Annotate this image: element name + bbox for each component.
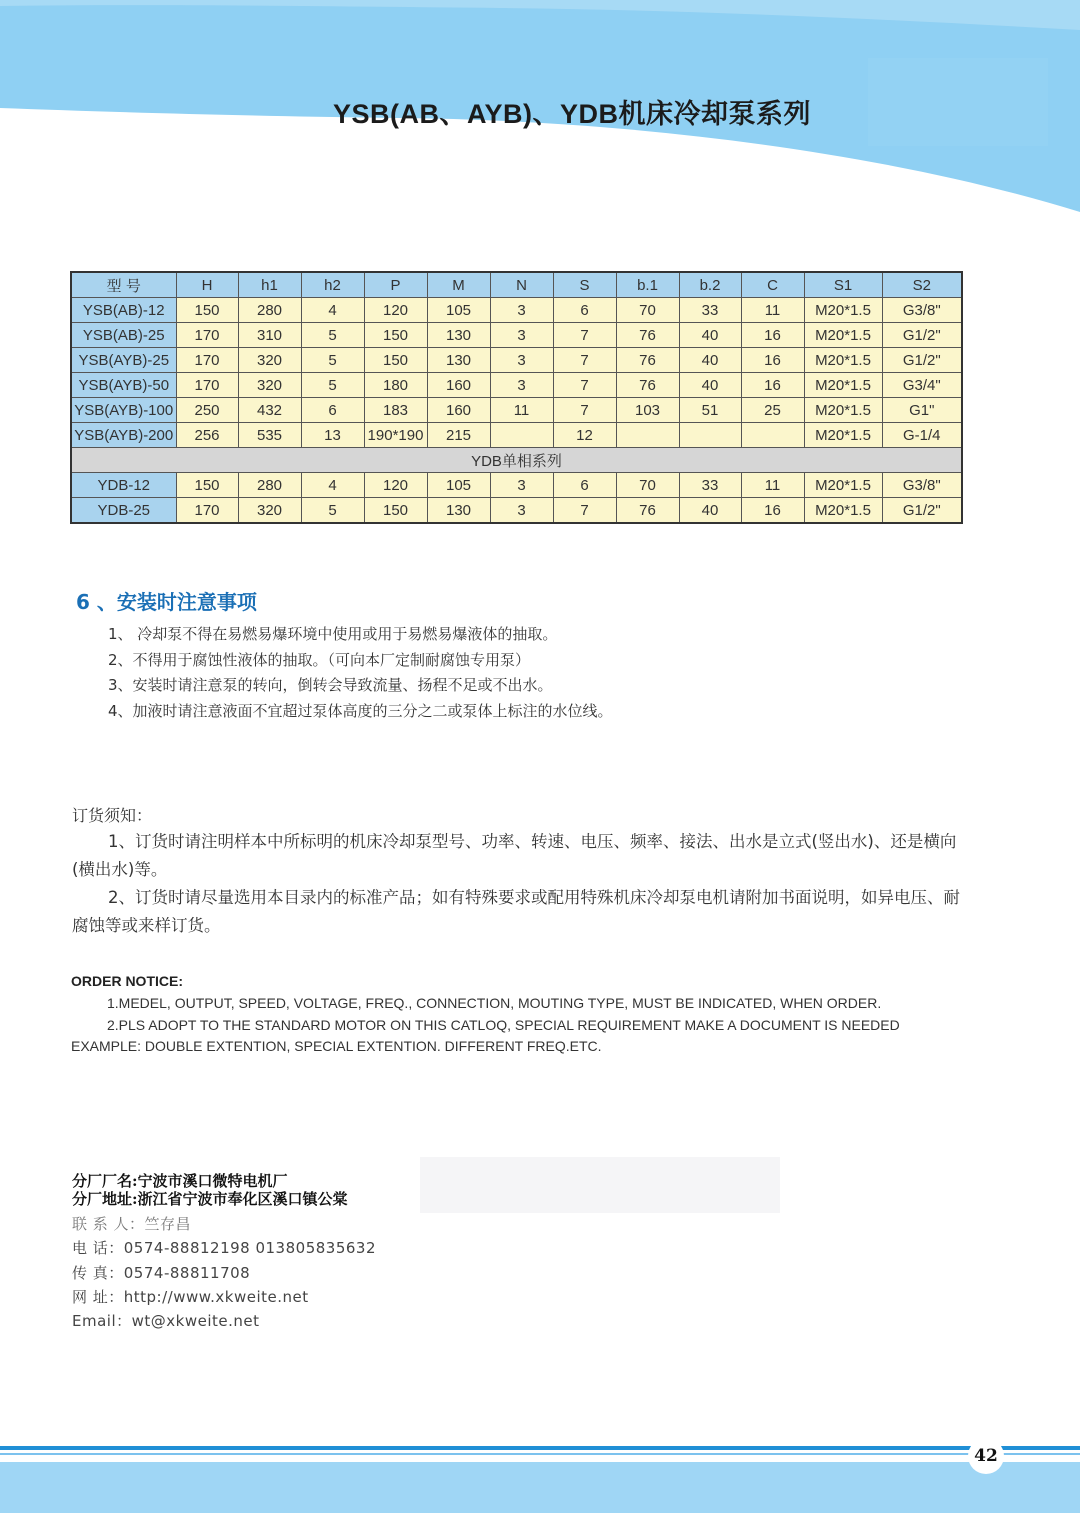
branch-name: 分厂厂名:宁波市溪口微特电机厂 <box>72 1172 288 1190</box>
table-header-cell: S <box>553 272 616 298</box>
table-cell: 40 <box>679 323 741 348</box>
table-cell: 3 <box>490 473 553 498</box>
order-notice-paragraph-2: 2、订货时请尽量选用本目录内的标准产品；如有特殊要求或配用特殊机床冷却泵电机请附加书面说明，如异电压、耐腐蚀等或来样订货。 <box>72 888 960 935</box>
table-row <box>71 348 962 373</box>
model-cell: YDB-25 <box>71 498 176 524</box>
order-notice-en-title: ORDER NOTICE: <box>71 973 183 989</box>
table-row <box>71 398 962 423</box>
table-cell: 3 <box>490 323 553 348</box>
table-header-cell: S2 <box>882 272 962 298</box>
table-cell: 11 <box>741 298 804 323</box>
table-cell: 280 <box>238 298 301 323</box>
table-cell: M20*1.5 <box>804 473 882 498</box>
table-cell: 170 <box>176 373 238 398</box>
table-header-row <box>71 272 962 298</box>
table-cell: 130 <box>427 323 490 348</box>
table-header-cell: M <box>427 272 490 298</box>
table-cell: 3 <box>490 348 553 373</box>
table-cell <box>741 423 804 448</box>
section-label: YDB单相系列 <box>71 448 962 473</box>
table-cell: 190*190 <box>364 423 427 448</box>
table-cell: 6 <box>301 398 364 423</box>
phone-number: 电 话：0574-88812198 013805835632 <box>72 1239 376 1257</box>
list-item: 4、加液时请注意液面不宜超过泵体高度的三分之二或泵体上标注的水位线。 <box>108 701 613 720</box>
table-row <box>71 323 962 348</box>
model-cell: YSB(AYB)-25 <box>71 348 176 373</box>
table-cell: 76 <box>616 348 679 373</box>
model-cell: YDB-12 <box>71 473 176 498</box>
table-cell: 16 <box>741 498 804 524</box>
table-cell: 16 <box>741 373 804 398</box>
table-header-cell: N <box>490 272 553 298</box>
table-header-cell: P <box>364 272 427 298</box>
table-cell: 3 <box>490 373 553 398</box>
table-cell: 150 <box>364 348 427 373</box>
table-row <box>71 498 962 524</box>
table-cell: 16 <box>741 323 804 348</box>
table-cell: 25 <box>741 398 804 423</box>
table-cell: 40 <box>679 348 741 373</box>
list-item: 3、安装时请注意泵的转向，倒转会导致流量、扬程不足或不出水。 <box>108 676 553 694</box>
table-cell: 150 <box>364 498 427 524</box>
list-item: 2、不得用于腐蚀性液体的抽取。（可向本厂定制耐腐蚀专用泵） <box>108 650 531 669</box>
table-cell: G-1/4 <box>882 423 962 448</box>
order-notice-title: 订货须知： <box>72 806 153 825</box>
table-header-cell: h1 <box>238 272 301 298</box>
table-header-cell: 型 号 <box>71 272 176 298</box>
table-cell: 7 <box>553 498 616 524</box>
branch-address: 分厂地址:浙江省宁波市奉化区溪口镇公棠 <box>72 1190 348 1208</box>
table-cell <box>490 423 553 448</box>
blurred-region <box>420 1157 780 1213</box>
table-cell: 7 <box>553 323 616 348</box>
table-row <box>71 373 962 398</box>
table-cell: 7 <box>553 398 616 423</box>
table-cell <box>679 423 741 448</box>
table-cell: 150 <box>176 298 238 323</box>
model-cell: YSB(AYB)-50 <box>71 373 176 398</box>
table-cell: 120 <box>364 473 427 498</box>
order-notice-en-line-1: 1.MEDEL, OUTPUT, SPEED, VOLTAGE, FREQ., CONNECTION, MOUTING TYPE, MUST BE INDICATED, WHEN ORDER. <box>107 995 882 1011</box>
table-section-row <box>71 448 962 473</box>
table-cell: 256 <box>176 423 238 448</box>
table-header-cell: b.2 <box>679 272 741 298</box>
table-cell: 183 <box>364 398 427 423</box>
table-cell: 51 <box>679 398 741 423</box>
table-cell: 6 <box>553 473 616 498</box>
table-cell: 170 <box>176 348 238 373</box>
table-cell: 70 <box>616 298 679 323</box>
table-cell: 150 <box>364 323 427 348</box>
table-cell: 215 <box>427 423 490 448</box>
page-number: 42 <box>968 1438 1004 1474</box>
table-cell: 280 <box>238 473 301 498</box>
table-cell: 250 <box>176 398 238 423</box>
table-cell: 76 <box>616 373 679 398</box>
table-cell: 120 <box>364 298 427 323</box>
table-cell: 40 <box>679 498 741 524</box>
table-cell: 11 <box>741 473 804 498</box>
table-cell: 310 <box>238 323 301 348</box>
table-cell: 180 <box>364 373 427 398</box>
table-cell: G3/4" <box>882 373 962 398</box>
table-cell <box>616 423 679 448</box>
table-cell: 170 <box>176 498 238 524</box>
table-header-cell: C <box>741 272 804 298</box>
table-cell: G1/2" <box>882 323 962 348</box>
table-row <box>71 298 962 323</box>
table-cell: 150 <box>176 473 238 498</box>
table-cell: 5 <box>301 323 364 348</box>
model-cell: YSB(AYB)-100 <box>71 398 176 423</box>
order-notice-en-line-2: 2.PLS ADOPT TO THE STANDARD MOTOR ON THIS CATLOQ, SPECIAL REQUIREMENT MAKE A DOCUMENT IS NEEDED <box>107 1017 900 1033</box>
table-cell: 5 <box>301 373 364 398</box>
model-cell: YSB(AYB)-200 <box>71 423 176 448</box>
table-cell: 11 <box>490 398 553 423</box>
table-cell: 320 <box>238 373 301 398</box>
list-item: 1、 冷却泵不得在易燃易爆环境中使用或用于易燃易爆液体的抽取。 <box>108 625 558 643</box>
table-cell: 130 <box>427 498 490 524</box>
order-notice-en-line-3: EXAMPLE: DOUBLE EXTENTION, SPECIAL EXTENTION. DIFFERENT FREQ.ETC. <box>71 1038 602 1054</box>
table-cell: G3/8" <box>882 298 962 323</box>
table-cell: M20*1.5 <box>804 498 882 524</box>
table-cell: G1" <box>882 398 962 423</box>
footer-band <box>0 1440 1080 1513</box>
spec-table <box>70 271 963 524</box>
model-cell: YSB(AB)-25 <box>71 323 176 348</box>
table-cell: 33 <box>679 298 741 323</box>
table-cell: M20*1.5 <box>804 348 882 373</box>
order-notice-paragraph-1: 1、订货时请注明样本中所标明的机床冷却泵型号、功率、转速、电压、频率、接法、出水是立式(竖出水)、还是横向(横出水)等。 <box>72 832 957 879</box>
table-cell: 535 <box>238 423 301 448</box>
table-cell: 170 <box>176 323 238 348</box>
table-cell: 160 <box>427 373 490 398</box>
table-header-cell: S1 <box>804 272 882 298</box>
table-cell: 76 <box>616 498 679 524</box>
table-cell: 103 <box>616 398 679 423</box>
table-cell: 105 <box>427 298 490 323</box>
table-cell: 12 <box>553 423 616 448</box>
table-header-cell: b.1 <box>616 272 679 298</box>
install-notes-list <box>108 622 613 724</box>
table-cell: 76 <box>616 323 679 348</box>
contact-person: 联 系 人：竺存昌 <box>72 1215 192 1233</box>
table-cell: M20*1.5 <box>804 373 882 398</box>
table-cell: 4 <box>301 298 364 323</box>
table-cell: 320 <box>238 498 301 524</box>
table-cell: 33 <box>679 473 741 498</box>
table-cell: 432 <box>238 398 301 423</box>
table-cell: G3/8" <box>882 473 962 498</box>
website-link[interactable]: 网 址：http://www.xkweite.net <box>72 1288 309 1306</box>
table-cell: 130 <box>427 348 490 373</box>
table-cell: 105 <box>427 473 490 498</box>
table-header-cell: H <box>176 272 238 298</box>
table-header-cell: h2 <box>301 272 364 298</box>
table-cell: 16 <box>741 348 804 373</box>
table-cell: 13 <box>301 423 364 448</box>
table-cell: 7 <box>553 373 616 398</box>
table-cell: 4 <box>301 473 364 498</box>
model-cell: YSB(AB)-12 <box>71 298 176 323</box>
table-row <box>71 473 962 498</box>
table-cell: M20*1.5 <box>804 398 882 423</box>
fax-number: 传 真：0574-88811708 <box>72 1264 251 1282</box>
table-cell: 3 <box>490 498 553 524</box>
table-row <box>71 423 962 448</box>
table-cell: 6 <box>553 298 616 323</box>
table-cell: 320 <box>238 348 301 373</box>
table-cell: M20*1.5 <box>804 423 882 448</box>
install-notes-heading: 6 、安装时注意事项 <box>76 590 257 614</box>
table-cell: 160 <box>427 398 490 423</box>
table-cell: M20*1.5 <box>804 298 882 323</box>
table-cell: M20*1.5 <box>804 323 882 348</box>
table-cell: 40 <box>679 373 741 398</box>
page-title: YSB(AB、AYB)、YDB机床冷却泵系列 <box>333 99 812 129</box>
table-cell: G1/2" <box>882 348 962 373</box>
table-cell: G1/2" <box>882 498 962 524</box>
table-cell: 5 <box>301 498 364 524</box>
table-cell: 70 <box>616 473 679 498</box>
table-cell: 7 <box>553 348 616 373</box>
email-link[interactable]: Email：wt@xkweite.net <box>72 1312 260 1330</box>
table-cell: 3 <box>490 298 553 323</box>
table-cell: 5 <box>301 348 364 373</box>
